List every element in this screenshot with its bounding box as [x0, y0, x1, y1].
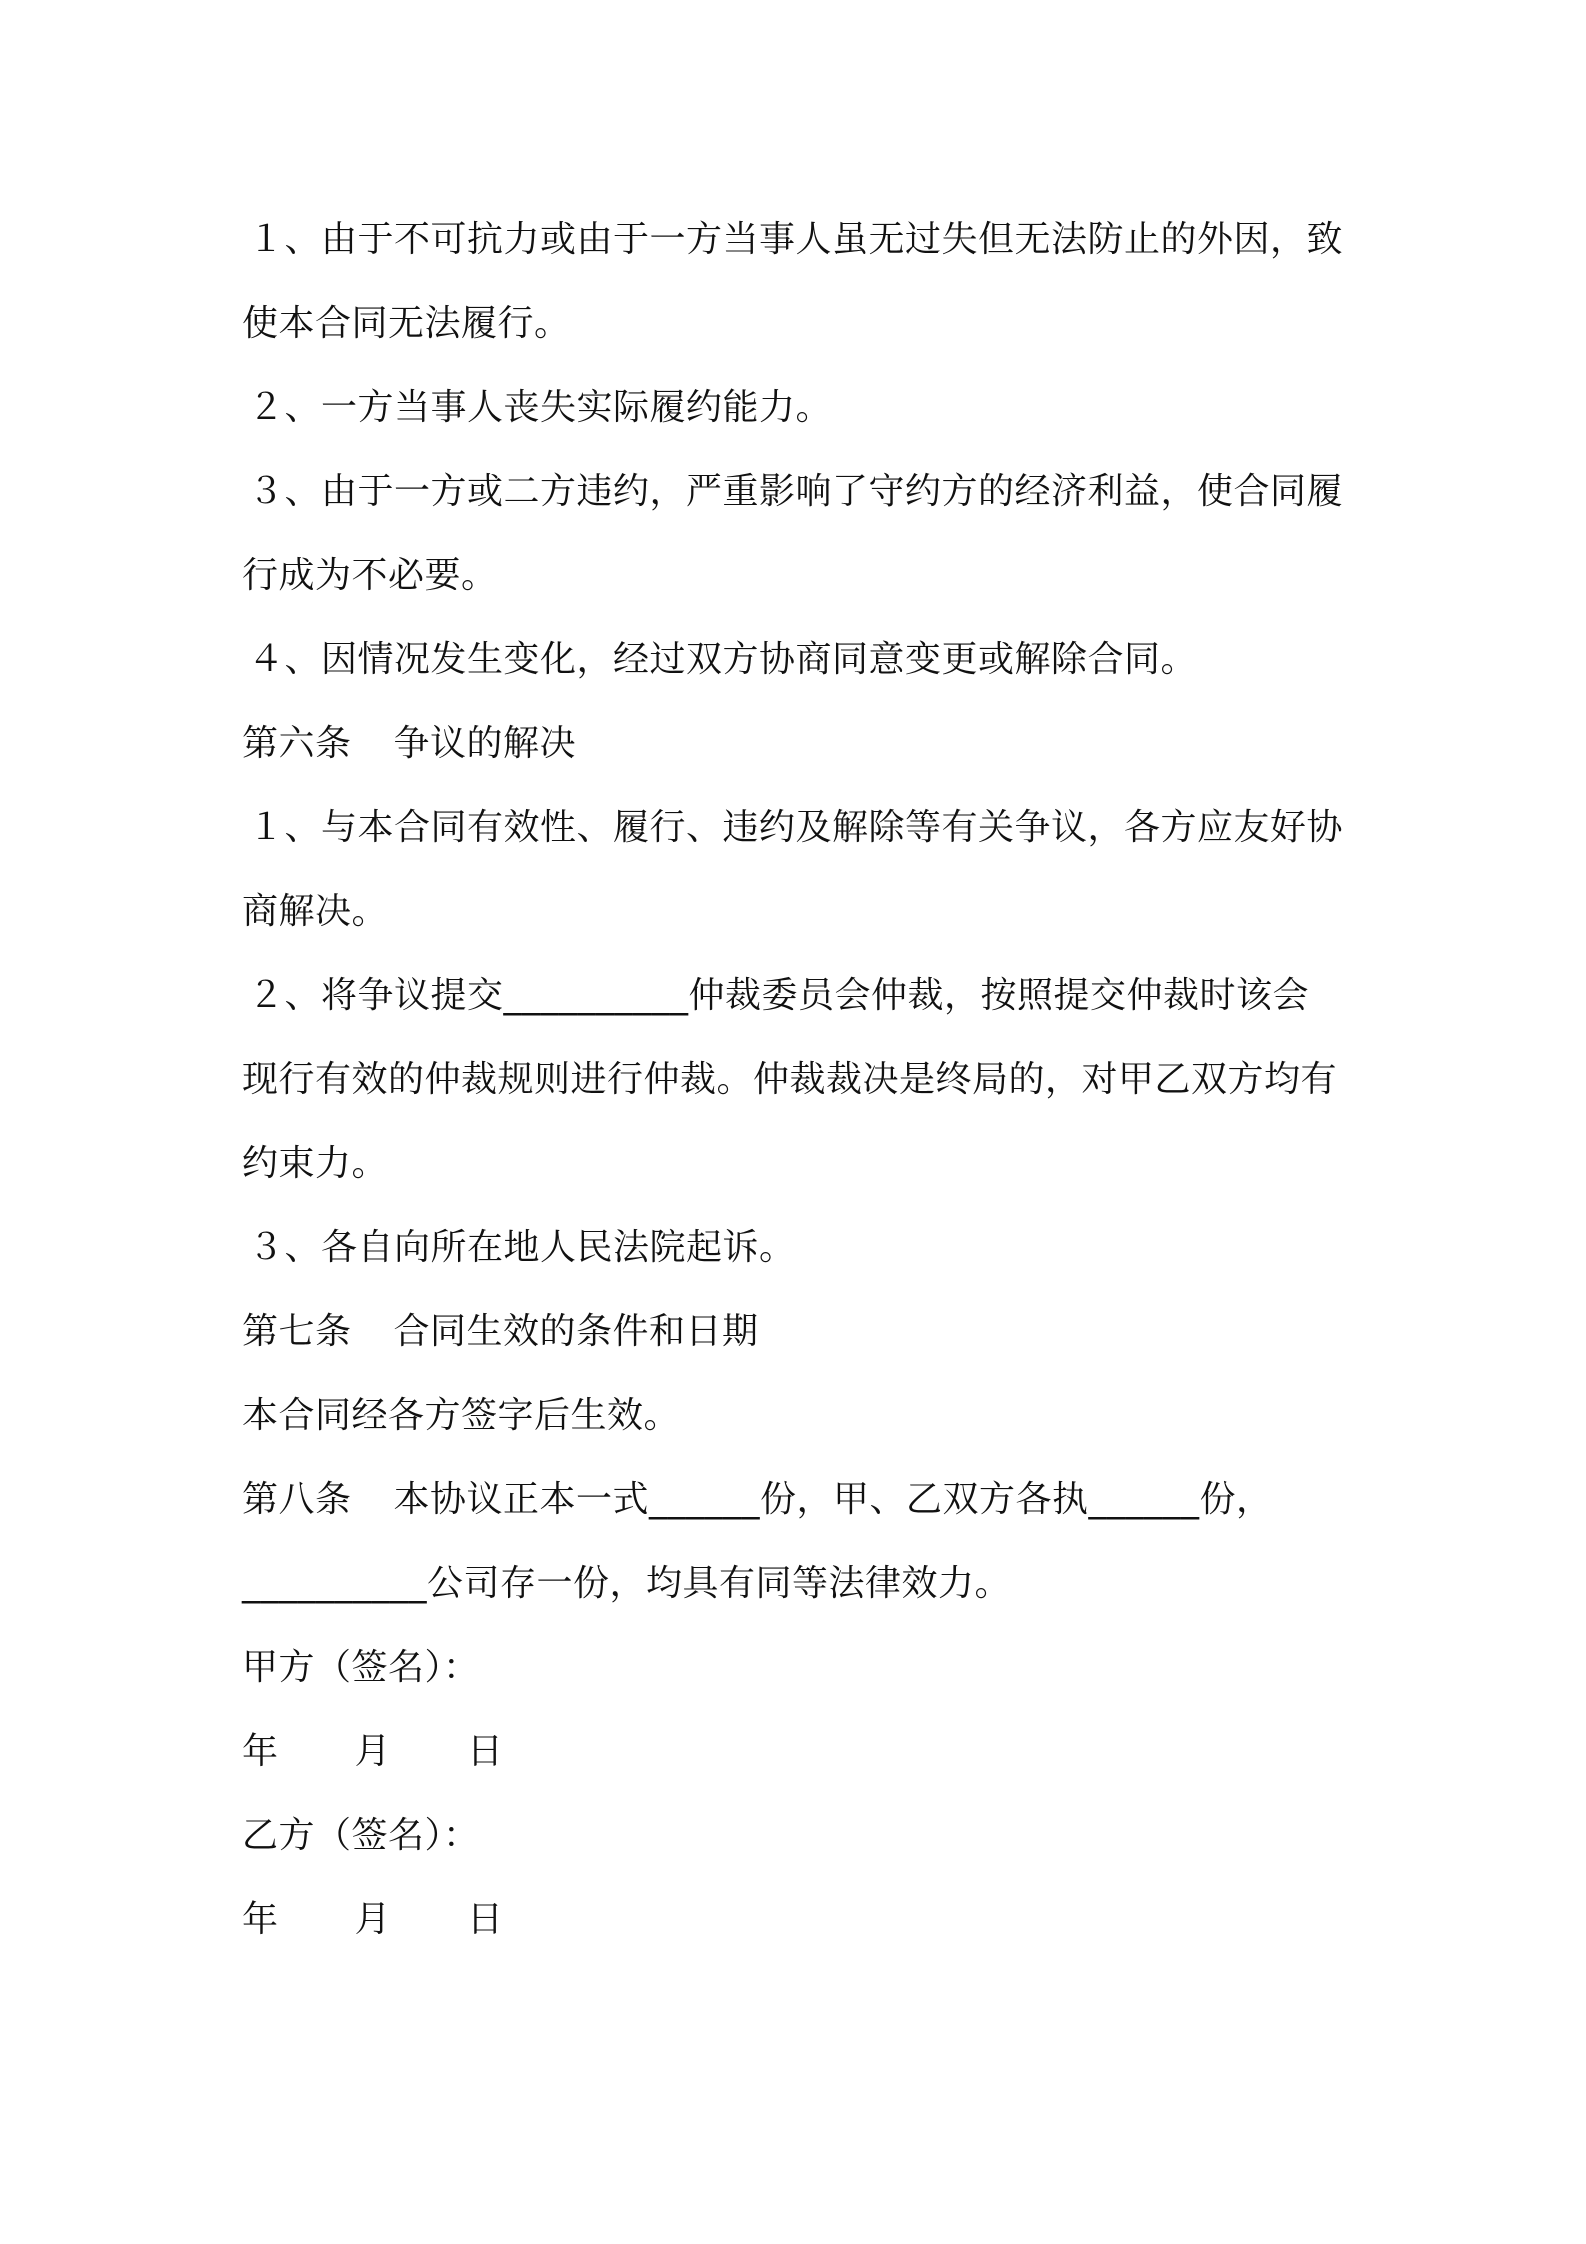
party-a-date: [242, 1710, 1362, 1794]
article-text: 本协议正本一式______份，甲、乙双方各执______份，: [393, 1479, 1273, 1520]
article-title: 合同生效的条件和日期: [393, 1311, 759, 1352]
date-day: 日: [467, 1731, 504, 1772]
article-heading-6: [242, 702, 1362, 786]
document-body: [242, 198, 1362, 1962]
clause-line: 现行有效的仲裁规则进行仲裁。仲裁裁决是终局的，对甲乙双方均有: [242, 1059, 1338, 1100]
clause-line: 商解决。: [242, 891, 389, 932]
clause-line: 使本合同无法履行。: [242, 303, 571, 344]
date-month: 月: [354, 1731, 392, 1772]
article-number: 第六条: [242, 723, 352, 764]
clause-line: ４、因情况发生变化，经过双方协商同意变更或解除合同。: [248, 639, 1198, 680]
party-a-signature: 甲方（签名）：: [242, 1647, 480, 1688]
clause-line: １、与本合同有效性、履行、违约及解除等有关争议，各方应友好协: [248, 807, 1344, 848]
article-heading-8: [242, 1458, 1362, 1542]
date-year: 年: [242, 1731, 279, 1772]
date-month: 月: [354, 1899, 392, 1940]
date-day: 日: [467, 1899, 504, 1940]
clause-line: 本合同经各方签字后生效。: [242, 1395, 681, 1436]
article-number: 第七条: [242, 1311, 352, 1352]
clause-line: 约束力。: [242, 1143, 389, 1184]
party-b-signature: 乙方（签名）：: [242, 1815, 480, 1856]
article-number: 第八条: [242, 1479, 352, 1520]
clause-line: ２、一方当事人丧失实际履约能力。: [248, 387, 833, 428]
article-title: 争议的解决: [393, 723, 577, 764]
clause-line: 行成为不必要。: [242, 555, 498, 596]
clause-line: ２、将争议提交__________仲裁委员会仲裁，按照提交仲裁时该会: [248, 975, 1310, 1016]
clause-line: ３、由于一方或二方违约，严重影响了守约方的经济利益，使合同履: [248, 471, 1344, 512]
clause-line: __________公司存一份，均具有同等法律效力。: [242, 1563, 1012, 1604]
clause-line: ３、各自向所在地人民法院起诉。: [248, 1227, 796, 1268]
article-heading-7: [242, 1290, 1362, 1374]
party-b-date: [242, 1878, 1362, 1962]
date-year: 年: [242, 1899, 279, 1940]
clause-line: １、由于不可抗力或由于一方当事人虽无过失但无法防止的外因，致: [248, 219, 1344, 260]
